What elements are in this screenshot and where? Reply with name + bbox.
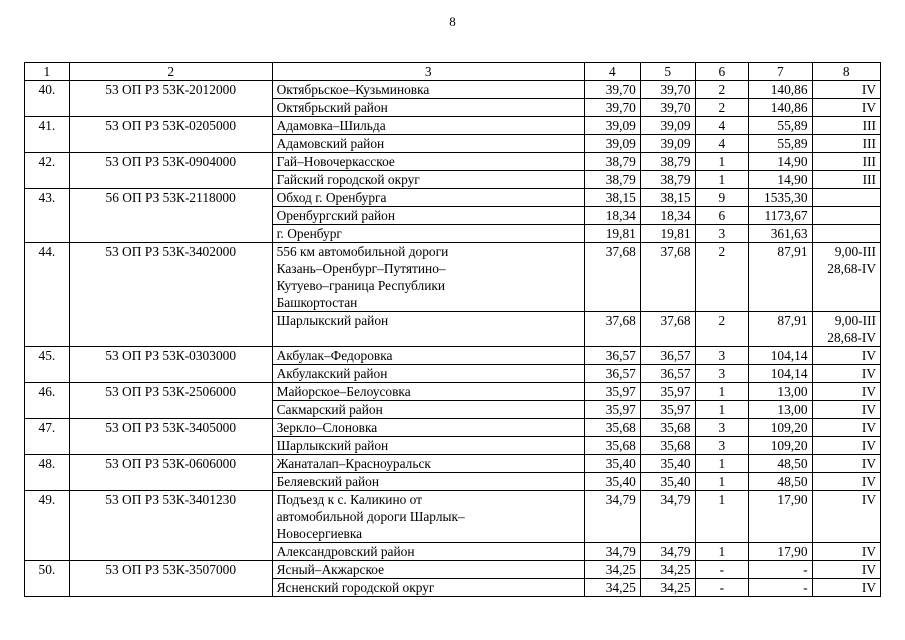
road-category — [812, 225, 880, 243]
road-name: Беляевский район — [272, 473, 584, 491]
road-category: III — [812, 171, 880, 189]
count-value: 1 — [695, 401, 749, 419]
road-code: 53 ОП РЗ 53К-0904000 — [69, 153, 272, 189]
road-name: Оренбургский район — [272, 207, 584, 225]
area-value: 361,63 — [749, 225, 812, 243]
road-category: III — [812, 117, 880, 135]
road-name: Гай–Новочеркасское — [272, 153, 584, 171]
page-number: 8 — [449, 14, 456, 29]
length-paved: 34,79 — [640, 491, 695, 543]
area-value: 48,50 — [749, 455, 812, 473]
road-category: IV — [812, 365, 880, 383]
length-total: 36,57 — [584, 365, 640, 383]
area-value: 1535,30 — [749, 189, 812, 207]
road-name: Жанаталап–Красноуральск — [272, 455, 584, 473]
road-name: Октябрьский район — [272, 99, 584, 117]
area-value: 55,89 — [749, 117, 812, 135]
entry-number: 44. — [25, 243, 70, 347]
area-value: 140,86 — [749, 81, 812, 99]
column-number: 7 — [749, 63, 812, 81]
length-total: 39,70 — [584, 99, 640, 117]
length-paved: 39,70 — [640, 99, 695, 117]
road-code: 53 ОП РЗ 53К-3402000 — [69, 243, 272, 347]
length-paved: 35,40 — [640, 473, 695, 491]
count-value: 1 — [695, 455, 749, 473]
area-value: 17,90 — [749, 543, 812, 561]
length-total: 38,79 — [584, 171, 640, 189]
count-value: - — [695, 579, 749, 597]
table-row — [25, 455, 881, 473]
road-name: Акбулак–Федоровка — [272, 347, 584, 365]
length-paved: 37,68 — [640, 243, 695, 312]
road-category: 9,00-III 28,68-IV — [812, 312, 880, 347]
table-row — [25, 561, 881, 579]
length-total: 37,68 — [584, 312, 640, 347]
area-value: 13,00 — [749, 401, 812, 419]
area-value: 104,14 — [749, 347, 812, 365]
column-number: 8 — [812, 63, 880, 81]
road-code: 53 ОП РЗ 53К-0606000 — [69, 455, 272, 491]
road-code: 56 ОП РЗ 53К-2118000 — [69, 189, 272, 243]
area-value: - — [749, 561, 812, 579]
area-value: 55,89 — [749, 135, 812, 153]
road-category: IV — [812, 347, 880, 365]
road-category: IV — [812, 473, 880, 491]
entry-number: 41. — [25, 117, 70, 153]
length-total: 35,68 — [584, 419, 640, 437]
road-name: Адамовский район — [272, 135, 584, 153]
length-total: 18,34 — [584, 207, 640, 225]
area-value: 109,20 — [749, 419, 812, 437]
length-paved: 18,34 — [640, 207, 695, 225]
length-total: 34,79 — [584, 543, 640, 561]
area-value: 87,91 — [749, 312, 812, 347]
length-total: 39,09 — [584, 117, 640, 135]
road-category: III — [812, 153, 880, 171]
area-value: 14,90 — [749, 153, 812, 171]
column-number: 3 — [272, 63, 584, 81]
length-total: 36,57 — [584, 347, 640, 365]
count-value: 9 — [695, 189, 749, 207]
area-value: 17,90 — [749, 491, 812, 543]
table-row — [25, 383, 881, 401]
length-paved: 35,68 — [640, 437, 695, 455]
area-value: 13,00 — [749, 383, 812, 401]
count-value: 1 — [695, 543, 749, 561]
column-number: 1 — [25, 63, 70, 81]
road-category: IV — [812, 491, 880, 543]
length-paved: 39,09 — [640, 117, 695, 135]
road-name: г. Оренбург — [272, 225, 584, 243]
length-total: 34,79 — [584, 491, 640, 543]
area-value: 1173,67 — [749, 207, 812, 225]
length-total: 19,81 — [584, 225, 640, 243]
entry-number: 42. — [25, 153, 70, 189]
area-value: 48,50 — [749, 473, 812, 491]
column-number: 6 — [695, 63, 749, 81]
entry-number: 50. — [25, 561, 70, 597]
count-value: 4 — [695, 117, 749, 135]
length-total: 35,40 — [584, 473, 640, 491]
road-name: Подъезд к с. Каликино от автомобильной дороги Шарлык– Новосергиевка — [272, 491, 584, 543]
road-category: IV — [812, 437, 880, 455]
count-value: 2 — [695, 312, 749, 347]
length-total: 35,97 — [584, 401, 640, 419]
length-paved: 34,25 — [640, 561, 695, 579]
road-code: 53 ОП РЗ 53К-3507000 — [69, 561, 272, 597]
length-paved: 36,57 — [640, 365, 695, 383]
table-row — [25, 117, 881, 135]
count-value: 3 — [695, 419, 749, 437]
road-name: Обход г. Оренбурга — [272, 189, 584, 207]
entry-number: 48. — [25, 455, 70, 491]
count-value: 1 — [695, 153, 749, 171]
road-name: Адамовка–Шильда — [272, 117, 584, 135]
count-value: 4 — [695, 135, 749, 153]
entry-number: 47. — [25, 419, 70, 455]
area-value: - — [749, 579, 812, 597]
count-value: 1 — [695, 473, 749, 491]
length-paved: 38,79 — [640, 153, 695, 171]
count-value: 3 — [695, 347, 749, 365]
length-paved: 39,09 — [640, 135, 695, 153]
road-category — [812, 207, 880, 225]
road-name: Александровский район — [272, 543, 584, 561]
length-total: 38,15 — [584, 189, 640, 207]
entry-number: 40. — [25, 81, 70, 117]
length-paved: 34,79 — [640, 543, 695, 561]
road-category: IV — [812, 579, 880, 597]
roads-table — [24, 62, 881, 597]
count-value: 6 — [695, 207, 749, 225]
road-category: IV — [812, 99, 880, 117]
area-value: 14,90 — [749, 171, 812, 189]
length-paved: 36,57 — [640, 347, 695, 365]
road-category: III — [812, 135, 880, 153]
entry-number: 49. — [25, 491, 70, 561]
road-code: 53 ОП РЗ 53К-2012000 — [69, 81, 272, 117]
road-code: 53 ОП РЗ 53К-3401230 — [69, 491, 272, 561]
road-name: 556 км автомобильной дороги Казань–Оренбург–Путятино– Кутуево–граница Республики Башкортостан — [272, 243, 584, 312]
length-paved: 35,97 — [640, 383, 695, 401]
length-total: 35,97 — [584, 383, 640, 401]
entry-number: 46. — [25, 383, 70, 419]
road-code: 53 ОП РЗ 53К-3405000 — [69, 419, 272, 455]
length-paved: 35,97 — [640, 401, 695, 419]
length-total: 35,68 — [584, 437, 640, 455]
road-code: 53 ОП РЗ 53К-2506000 — [69, 383, 272, 419]
length-paved: 35,40 — [640, 455, 695, 473]
road-name: Майорское–Белоусовка — [272, 383, 584, 401]
length-paved: 38,15 — [640, 189, 695, 207]
count-value: 2 — [695, 81, 749, 99]
road-category: IV — [812, 543, 880, 561]
area-value: 104,14 — [749, 365, 812, 383]
column-number-row — [25, 63, 881, 81]
road-category: IV — [812, 401, 880, 419]
table-row — [25, 153, 881, 171]
column-number: 5 — [640, 63, 695, 81]
road-category: 9,00-III 28,68-IV — [812, 243, 880, 312]
length-total: 34,25 — [584, 561, 640, 579]
count-value: 3 — [695, 225, 749, 243]
road-name: Ясный–Акжарское — [272, 561, 584, 579]
length-paved: 34,25 — [640, 579, 695, 597]
count-value: 1 — [695, 491, 749, 543]
count-value: 3 — [695, 365, 749, 383]
road-category: IV — [812, 561, 880, 579]
length-paved: 37,68 — [640, 312, 695, 347]
table-body — [25, 63, 881, 597]
length-total: 37,68 — [584, 243, 640, 312]
table-row — [25, 243, 881, 312]
length-paved: 39,70 — [640, 81, 695, 99]
road-name: Акбулакский район — [272, 365, 584, 383]
road-category: IV — [812, 383, 880, 401]
length-paved: 35,68 — [640, 419, 695, 437]
road-code: 53 ОП РЗ 53К-0303000 — [69, 347, 272, 383]
road-name: Шарлыкский район — [272, 437, 584, 455]
length-total: 38,79 — [584, 153, 640, 171]
road-name: Октябрьское–Кузьминовка — [272, 81, 584, 99]
column-number: 2 — [69, 63, 272, 81]
entry-number: 43. — [25, 189, 70, 243]
table-row — [25, 189, 881, 207]
road-category: IV — [812, 455, 880, 473]
count-value: 2 — [695, 243, 749, 312]
count-value: 2 — [695, 99, 749, 117]
area-value: 87,91 — [749, 243, 812, 312]
length-total: 34,25 — [584, 579, 640, 597]
road-category: IV — [812, 419, 880, 437]
length-total: 35,40 — [584, 455, 640, 473]
count-value: - — [695, 561, 749, 579]
table-row — [25, 491, 881, 543]
count-value: 1 — [695, 171, 749, 189]
table-row — [25, 81, 881, 99]
road-category — [812, 189, 880, 207]
road-name: Гайский городской округ — [272, 171, 584, 189]
road-category: IV — [812, 81, 880, 99]
count-value: 3 — [695, 437, 749, 455]
column-number: 4 — [584, 63, 640, 81]
area-value: 140,86 — [749, 99, 812, 117]
road-name: Шарлыкский район — [272, 312, 584, 347]
length-total: 39,09 — [584, 135, 640, 153]
length-paved: 19,81 — [640, 225, 695, 243]
road-name: Зеркло–Слоновка — [272, 419, 584, 437]
count-value: 1 — [695, 383, 749, 401]
road-name: Сакмарский район — [272, 401, 584, 419]
length-paved: 38,79 — [640, 171, 695, 189]
road-code: 53 ОП РЗ 53К-0205000 — [69, 117, 272, 153]
area-value: 109,20 — [749, 437, 812, 455]
table-row — [25, 419, 881, 437]
entry-number: 45. — [25, 347, 70, 383]
road-name: Ясненский городской округ — [272, 579, 584, 597]
table-row — [25, 347, 881, 365]
length-total: 39,70 — [584, 81, 640, 99]
